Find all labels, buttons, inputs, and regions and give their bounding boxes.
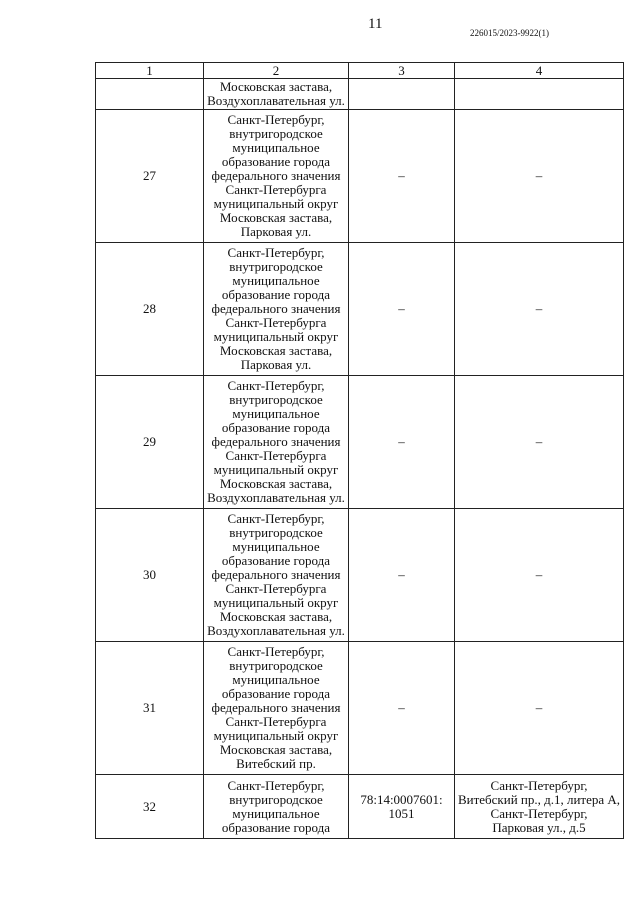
location-line: федерального значения [211,700,341,715]
location-cell [204,79,349,110]
location-line: Воздухоплавательная ул. [207,623,345,638]
location-line: Санкт-Петербурга [225,581,327,596]
location-line: образование города [221,819,331,835]
address-line: – [535,434,543,449]
cadastral-line: – [398,301,405,316]
cadastral-cell [349,376,455,509]
location-line: Парковая ул. [240,224,312,239]
location-line: Санкт-Петербург, [227,378,325,393]
location-line: муниципальный округ [213,196,339,211]
address-cell [455,509,624,642]
location-line: федерального значения [211,567,341,582]
document-reference: 226015/2023-9922(1) [470,28,549,38]
row-number-cell: 27 [96,110,204,243]
row-number-cell: 29 [96,376,204,509]
location-line: Московская застава, [219,210,333,225]
location-line: Санкт-Петербурга [225,315,327,330]
location-line: муниципальный округ [213,462,339,477]
location-line: муниципальное [232,273,320,288]
table-row [96,79,624,110]
address-line: – [535,168,543,183]
column-header: 3 [349,63,455,79]
table-row [96,376,624,509]
location-line: образование города [221,154,331,169]
cadastral-cell [349,110,455,243]
address-cell [455,376,624,509]
location-line: внутригородское [229,126,323,141]
location-line: Санкт-Петербурга [225,448,327,463]
location-line: Санкт-Петербург, [227,511,325,526]
location-line: Санкт-Петербург, [227,777,325,793]
location-line: Московская застава, [219,742,333,757]
table-row [96,642,624,775]
column-header: 4 [455,63,624,79]
location-line: Московская застава, [219,609,333,624]
table-row [96,775,624,839]
location-line: образование города [221,553,331,568]
location-line: внутригородское [229,791,323,807]
location-cell [204,243,349,376]
address-line: Парковая ул., д.5 [492,819,586,835]
location-line: Санкт-Петербурга [225,182,327,197]
location-line: муниципальное [232,140,320,155]
location-line: внутригородское [229,392,323,407]
location-line: Санкт-Петербург, [227,112,325,127]
table-row [96,110,624,243]
location-line: Воздухоплавательная ул. [207,490,345,505]
location-line: муниципальное [232,406,320,421]
location-line: Московская застава, [219,79,333,94]
location-cell [204,642,349,775]
cadastral-cell [349,509,455,642]
address-cell [455,110,624,243]
address-cell [455,243,624,376]
cadastral-cell [349,79,455,110]
location-line: Санкт-Петербурга [225,714,327,729]
location-line: Воздухоплавательная ул. [207,93,345,108]
location-line: муниципальный округ [213,728,339,743]
column-header: 2 [204,63,349,79]
cadastral-line: – [398,567,405,582]
location-line: федерального значения [211,168,341,183]
cadastral-line: 1051 [388,805,415,821]
page-number: 11 [368,16,383,32]
location-line: Московская застава, [219,343,333,358]
location-line: муниципальное [232,672,320,687]
location-line: муниципальный округ [213,329,339,344]
cadastral-line: – [398,434,405,449]
address-line: Санкт-Петербург, [490,777,588,793]
location-cell [204,509,349,642]
data-table [95,62,624,839]
cadastral-cell [349,775,455,839]
location-line: образование города [221,686,331,701]
address-line: – [535,700,543,715]
location-line: внутригородское [229,525,323,540]
location-line: муниципальное [232,539,320,554]
row-number-cell: 31 [96,642,204,775]
location-cell [204,110,349,243]
location-cell [204,775,349,839]
location-line: Витебский пр. [236,756,316,771]
location-line: Санкт-Петербург, [227,245,325,260]
location-line: Московская застава, [219,476,333,491]
location-line: федерального значения [211,301,341,316]
location-line: федерального значения [211,434,341,449]
location-line: муниципальный округ [213,595,339,610]
cadastral-line: – [398,168,405,183]
row-number-cell: 32 [96,775,204,839]
location-line: муниципальное [232,805,320,821]
column-header: 1 [96,63,204,79]
cadastral-line: 78:14:0007601: [360,791,443,807]
address-cell [455,642,624,775]
row-number-cell: 30 [96,509,204,642]
cadastral-cell [349,243,455,376]
row-number-cell: 28 [96,243,204,376]
address-line: – [535,567,543,582]
table-header-row [96,63,624,79]
location-line: Санкт-Петербург, [227,644,325,659]
address-line: Витебский пр., д.1, литера А, [457,791,621,807]
location-line: образование города [221,287,331,302]
address-cell [455,79,624,110]
cadastral-cell [349,642,455,775]
location-cell [204,376,349,509]
address-line: Санкт-Петербург, [490,805,588,821]
location-line: внутригородское [229,259,323,274]
cadastral-line: – [398,700,405,715]
location-line: Парковая ул. [240,357,312,372]
table-row [96,509,624,642]
location-line: образование города [221,420,331,435]
address-cell [455,775,624,839]
address-line: – [535,301,543,316]
location-line: внутригородское [229,658,323,673]
table-row [96,243,624,376]
row-number-cell [96,79,204,110]
